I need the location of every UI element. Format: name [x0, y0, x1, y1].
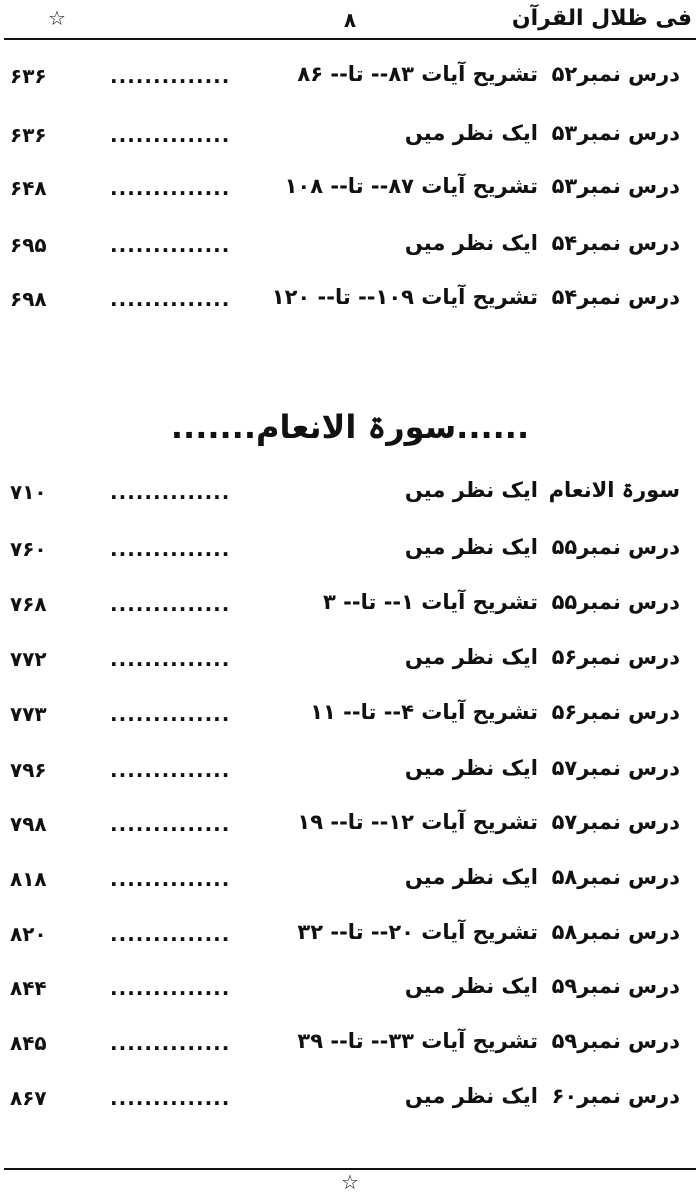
page-ref: ۶۳۶	[10, 123, 47, 147]
lesson-description: تشریح آیات ۱۰۹-- تا-- ۱۲۰	[271, 285, 538, 309]
lesson-description: ایک نظر میں	[404, 865, 538, 889]
leader-dots: ..............	[110, 758, 231, 782]
leader-dots: ..............	[110, 1086, 231, 1110]
toc-row	[0, 1025, 700, 1065]
page-ref: ۷۷۲	[10, 647, 47, 671]
page-ref: ۶۹۵	[10, 233, 47, 257]
lesson-label: درس نمبر۵۶	[551, 645, 680, 669]
leader-dots: ..............	[110, 812, 231, 836]
page-ref: ۷۶۰	[10, 537, 47, 561]
lesson-label: درس نمبر۵۲	[551, 62, 680, 86]
leader-dots: ..............	[110, 480, 231, 504]
lesson-description: تشریح آیات ۱۲-- تا-- ۱۹	[297, 810, 538, 834]
lesson-description: تشریح آیات ۳۳-- تا-- ۳۹	[297, 1029, 538, 1053]
toc-row	[0, 117, 700, 157]
toc-row	[0, 696, 700, 736]
lesson-description: ایک نظر میں	[404, 478, 538, 502]
lesson-description: ایک نظر میں	[404, 121, 538, 145]
page-ref: ۷۹۶	[10, 758, 47, 782]
leader-dots: ..............	[110, 647, 231, 671]
page-header	[0, 0, 700, 40]
toc-row	[0, 227, 700, 267]
lesson-description: ایک نظر میں	[404, 645, 538, 669]
lesson-description: ایک نظر میں	[404, 974, 538, 998]
lesson-label: درس نمبر۵۳	[551, 121, 680, 145]
lesson-label: درس نمبر۶۰	[551, 1084, 680, 1108]
lesson-description: ایک نظر میں	[404, 1084, 538, 1108]
page-ref: ۷۷۳	[10, 702, 47, 726]
leader-dots: ..............	[110, 922, 231, 946]
leader-dots: ..............	[110, 976, 231, 1000]
page-ref: ۸۲۰	[10, 922, 47, 946]
leader-dots: ..............	[110, 867, 231, 891]
lesson-description: ایک نظر میں	[404, 231, 538, 255]
lesson-label: درس نمبر۵۹	[551, 974, 680, 998]
page-ref: ۸۱۸	[10, 867, 47, 891]
page-ref: ۸۶۷	[10, 1086, 47, 1110]
page-ref: ۶۴۸	[10, 176, 47, 200]
page-ref: ۸۴۵	[10, 1031, 47, 1055]
lesson-label: درس نمبر۵۹	[551, 1029, 680, 1053]
toc-row	[0, 586, 700, 626]
lesson-description: تشریح آیات ۸۳-- تا-- ۸۶	[297, 62, 538, 86]
lesson-label: سورۃ الانعام	[548, 478, 680, 502]
leader-dots: ..............	[110, 287, 231, 311]
lesson-label: درس نمبر۵۸	[551, 920, 680, 944]
page-ref: ۶۹۸	[10, 287, 47, 311]
leader-dots: ..............	[110, 537, 231, 561]
lesson-label: درس نمبر۵۵	[551, 590, 680, 614]
lesson-description: تشریح آیات ۸۷-- تا-- ۱۰۸	[284, 174, 538, 198]
lesson-label: درس نمبر۵۴	[551, 285, 680, 309]
page-ref: ۸۴۴	[10, 976, 47, 1000]
header-divider	[4, 38, 696, 40]
leader-dots: ..............	[110, 1031, 231, 1055]
book-title: فی ظلال القرآن	[511, 6, 692, 31]
toc-row	[0, 916, 700, 956]
lesson-label: درس نمبر۵۷	[551, 756, 680, 780]
star-icon: ☆	[48, 6, 66, 30]
toc-row	[0, 474, 700, 514]
lesson-label: درس نمبر۵۴	[551, 231, 680, 255]
leader-dots: ..............	[110, 176, 231, 200]
lesson-description: ایک نظر میں	[404, 756, 538, 780]
lesson-label: درس نمبر۵۶	[551, 700, 680, 724]
star-icon: ☆	[341, 1170, 359, 1194]
lesson-label: درس نمبر۵۸	[551, 865, 680, 889]
page-ref: ۷۱۰	[10, 480, 47, 504]
toc-row	[0, 752, 700, 792]
lesson-description: تشریح آیات ۱-- تا-- ۳	[323, 590, 538, 614]
toc-row	[0, 170, 700, 210]
lesson-description: تشریح آیات ۲۰-- تا-- ۳۲	[297, 920, 538, 944]
leader-dots: ..............	[110, 233, 231, 257]
lesson-label: درس نمبر۵۵	[551, 535, 680, 559]
lesson-description: ایک نظر میں	[404, 535, 538, 559]
page-ref: ۶۳۶	[10, 64, 47, 88]
lesson-description: تشریح آیات ۴-- تا-- ۱۱	[310, 700, 538, 724]
toc-row	[0, 970, 700, 1010]
page-number: ٨	[343, 8, 357, 32]
leader-dots: ..............	[110, 592, 231, 616]
toc-row	[0, 861, 700, 901]
lesson-label: درس نمبر۵۳	[551, 174, 680, 198]
lesson-label: درس نمبر۵۷	[551, 810, 680, 834]
leader-dots: ..............	[110, 702, 231, 726]
leader-dots: ..............	[110, 64, 231, 88]
toc-row	[0, 531, 700, 571]
leader-dots: ..............	[110, 123, 231, 147]
toc-row	[0, 58, 700, 98]
toc-row	[0, 1080, 700, 1120]
toc-row	[0, 641, 700, 681]
toc-row	[0, 281, 700, 321]
toc-row	[0, 806, 700, 846]
section-title: ......سورۃ الانعام.......	[170, 408, 530, 446]
page-ref: ۷۶۸	[10, 592, 47, 616]
page-ref: ۷۹۸	[10, 812, 47, 836]
